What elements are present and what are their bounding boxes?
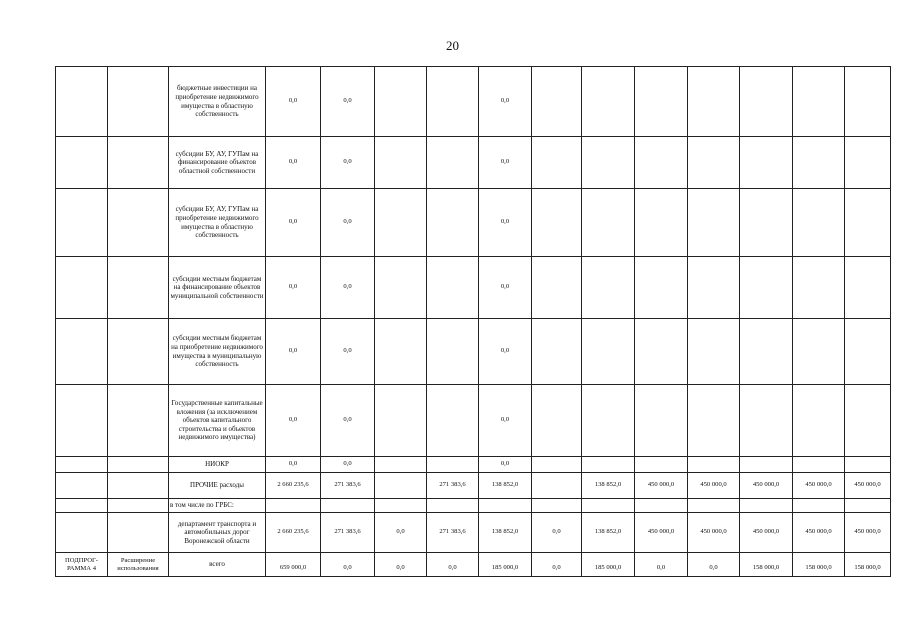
value-cell (740, 319, 793, 385)
value-cell (479, 499, 532, 513)
program-code-cell: ПОДПРОГ-РАММА 4 (56, 553, 108, 577)
value-cell (375, 385, 427, 457)
value-cell (845, 189, 891, 257)
value-cell: 271 383,6 (321, 513, 375, 553)
program-name-cell (108, 385, 169, 457)
value-cell (635, 385, 688, 457)
value-cell: 450 000,0 (793, 473, 845, 499)
value-cell: 138 852,0 (582, 473, 635, 499)
value-cell (688, 499, 740, 513)
program-code-cell (56, 257, 108, 319)
program-code-cell (56, 473, 108, 499)
program-name-cell (108, 473, 169, 499)
table-body (56, 67, 891, 577)
value-cell: 0,0 (321, 67, 375, 137)
value-cell: 450 000,0 (688, 513, 740, 553)
value-cell: 0,0 (266, 137, 321, 189)
table-row (56, 513, 891, 553)
value-cell (688, 385, 740, 457)
value-cell (845, 319, 891, 385)
expense-type-cell: в том числе по ГРБС: (169, 499, 266, 513)
value-cell (532, 137, 582, 189)
program-name-cell (108, 319, 169, 385)
value-cell (582, 385, 635, 457)
value-cell: 0,0 (479, 319, 532, 385)
value-cell (532, 499, 582, 513)
value-cell (375, 67, 427, 137)
value-cell (375, 473, 427, 499)
value-cell (635, 457, 688, 473)
value-cell: 138 852,0 (479, 513, 532, 553)
value-cell: 450 000,0 (845, 473, 891, 499)
value-cell: 450 000,0 (845, 513, 891, 553)
page-number: 20 (446, 38, 459, 53)
value-cell: 138 852,0 (479, 473, 532, 499)
value-cell (845, 385, 891, 457)
value-cell (793, 257, 845, 319)
value-cell (845, 457, 891, 473)
table-row (56, 457, 891, 473)
table-row (56, 189, 891, 257)
value-cell: 0,0 (375, 513, 427, 553)
value-cell (845, 499, 891, 513)
value-cell (740, 257, 793, 319)
value-cell: 138 852,0 (582, 513, 635, 553)
program-code-cell (56, 385, 108, 457)
expense-type-cell: субсидии БУ, АУ, ГУПам на приобретение недвижимого имущества в областную собственность (169, 189, 266, 257)
value-cell: 450 000,0 (793, 513, 845, 553)
expense-type-cell: субсидии БУ, АУ, ГУПам на финансирование объектов областной собственности (169, 137, 266, 189)
value-cell (793, 319, 845, 385)
value-cell (635, 137, 688, 189)
value-cell: 0,0 (321, 457, 375, 473)
value-cell (532, 473, 582, 499)
value-cell (321, 499, 375, 513)
value-cell (582, 457, 635, 473)
expense-type-cell: бюджетные инвестиции на приобретение недвижимого имущества в областную собственность (169, 67, 266, 137)
value-cell (845, 137, 891, 189)
value-cell: 158 000,0 (845, 553, 891, 577)
value-cell: 0,0 (532, 553, 582, 577)
table-row (56, 473, 891, 499)
value-cell (582, 137, 635, 189)
value-cell (582, 257, 635, 319)
value-cell (688, 319, 740, 385)
value-cell (793, 385, 845, 457)
value-cell (688, 137, 740, 189)
program-code-cell (56, 499, 108, 513)
value-cell (740, 385, 793, 457)
value-cell (375, 137, 427, 189)
value-cell: 0,0 (321, 189, 375, 257)
value-cell: 0,0 (479, 137, 532, 189)
expense-type-cell: всего (169, 553, 266, 577)
value-cell (635, 257, 688, 319)
expense-type-cell: субсидии местным бюджетам на приобретение недвижимого имущества в муниципальную собственность (169, 319, 266, 385)
value-cell (740, 137, 793, 189)
value-cell (532, 257, 582, 319)
program-code-cell (56, 319, 108, 385)
table-row (56, 67, 891, 137)
value-cell (266, 499, 321, 513)
value-cell (688, 457, 740, 473)
program-code-cell (56, 513, 108, 553)
program-code-cell (56, 137, 108, 189)
value-cell (740, 67, 793, 137)
program-name-cell (108, 257, 169, 319)
value-cell: 0,0 (532, 513, 582, 553)
expense-type-cell: субсидии местным бюджетам на финансирование объектов муниципальной собственности (169, 257, 266, 319)
budget-table (55, 66, 891, 577)
value-cell: 450 000,0 (688, 473, 740, 499)
program-code-cell (56, 67, 108, 137)
program-name-cell (108, 513, 169, 553)
value-cell: 450 000,0 (635, 513, 688, 553)
value-cell (688, 257, 740, 319)
value-cell: 0,0 (266, 189, 321, 257)
table-row (56, 499, 891, 513)
value-cell (793, 137, 845, 189)
value-cell: 0,0 (266, 67, 321, 137)
program-code-cell (56, 189, 108, 257)
expense-type-cell: департамент транспорта и автомобильных дорог Воронежской области (169, 513, 266, 553)
program-name-cell (108, 499, 169, 513)
value-cell: 185 000,0 (479, 553, 532, 577)
value-cell: 0,0 (321, 553, 375, 577)
program-name-cell (108, 189, 169, 257)
value-cell (532, 189, 582, 257)
value-cell (793, 67, 845, 137)
value-cell: 0,0 (479, 67, 532, 137)
value-cell (688, 189, 740, 257)
value-cell (427, 189, 479, 257)
expense-type-cell: НИОКР (169, 457, 266, 473)
table-row (56, 385, 891, 457)
value-cell (427, 457, 479, 473)
program-name-cell (108, 67, 169, 137)
value-cell (532, 457, 582, 473)
value-cell: 271 383,6 (427, 513, 479, 553)
value-cell: 0,0 (635, 553, 688, 577)
value-cell (793, 457, 845, 473)
value-cell (375, 499, 427, 513)
program-name-cell (108, 137, 169, 189)
program-code-cell (56, 457, 108, 473)
value-cell: 0,0 (479, 189, 532, 257)
value-cell (635, 319, 688, 385)
value-cell: 0,0 (321, 137, 375, 189)
value-cell: 0,0 (688, 553, 740, 577)
value-cell (845, 257, 891, 319)
value-cell: 450 000,0 (635, 473, 688, 499)
value-cell (375, 189, 427, 257)
value-cell: 158 000,0 (740, 553, 793, 577)
expense-type-cell: Государственные капитальные вложения (за исключением объектов капитального строительства и объектов недвижимого имущества) (169, 385, 266, 457)
value-cell: 271 383,6 (427, 473, 479, 499)
value-cell (532, 67, 582, 137)
value-cell (582, 67, 635, 137)
table-row (56, 257, 891, 319)
value-cell: 0,0 (479, 257, 532, 319)
value-cell (635, 67, 688, 137)
value-cell: 2 660 235,6 (266, 473, 321, 499)
value-cell: 0,0 (321, 319, 375, 385)
value-cell (635, 499, 688, 513)
value-cell (375, 319, 427, 385)
value-cell (427, 67, 479, 137)
value-cell: 0,0 (266, 457, 321, 473)
value-cell (793, 189, 845, 257)
value-cell: 0,0 (479, 385, 532, 457)
value-cell (427, 319, 479, 385)
value-cell (740, 457, 793, 473)
expense-type-cell: ПРОЧИЕ расходы (169, 473, 266, 499)
value-cell: 0,0 (266, 319, 321, 385)
value-cell: 0,0 (266, 257, 321, 319)
value-cell (793, 499, 845, 513)
value-cell (532, 385, 582, 457)
table-row (56, 553, 891, 577)
value-cell: 659 000,0 (266, 553, 321, 577)
value-cell (582, 499, 635, 513)
value-cell: 450 000,0 (740, 513, 793, 553)
program-name-cell (108, 457, 169, 473)
value-cell: 0,0 (321, 257, 375, 319)
value-cell: 450 000,0 (740, 473, 793, 499)
value-cell (582, 319, 635, 385)
value-cell (427, 499, 479, 513)
value-cell (845, 67, 891, 137)
value-cell (427, 257, 479, 319)
value-cell: 158 000,0 (793, 553, 845, 577)
value-cell: 0,0 (266, 385, 321, 457)
value-cell: 271 383,6 (321, 473, 375, 499)
value-cell: 185 000,0 (582, 553, 635, 577)
value-cell (427, 385, 479, 457)
value-cell: 0,0 (375, 553, 427, 577)
value-cell (375, 257, 427, 319)
value-cell: 0,0 (321, 385, 375, 457)
value-cell (635, 189, 688, 257)
value-cell (740, 189, 793, 257)
value-cell (688, 67, 740, 137)
value-cell: 2 660 235,6 (266, 513, 321, 553)
value-cell (740, 499, 793, 513)
value-cell (582, 189, 635, 257)
table-row (56, 319, 891, 385)
value-cell (375, 457, 427, 473)
value-cell (532, 319, 582, 385)
program-name-cell: Расширение использования (108, 553, 169, 577)
value-cell: 0,0 (479, 457, 532, 473)
value-cell: 0,0 (427, 553, 479, 577)
value-cell (427, 137, 479, 189)
table-row (56, 137, 891, 189)
